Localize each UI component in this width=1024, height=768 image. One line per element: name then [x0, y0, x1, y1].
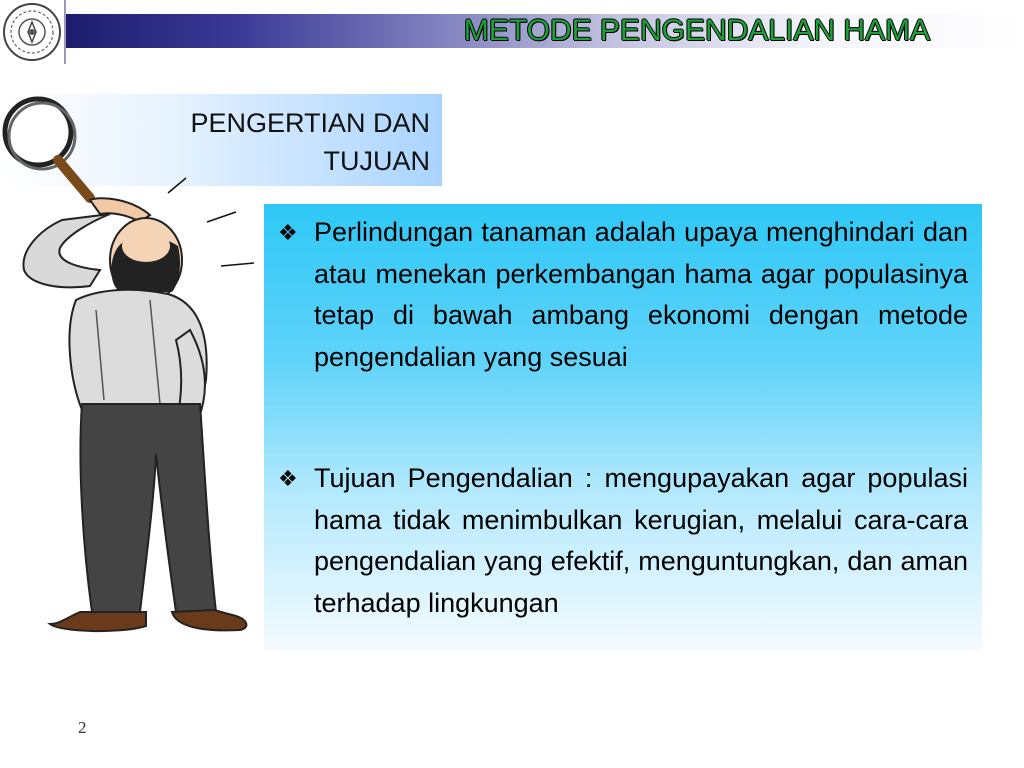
logo — [0, 0, 64, 64]
content-box — [264, 204, 982, 650]
diamond-bullet-icon: ❖ — [278, 466, 298, 491]
university-seal-icon — [0, 0, 64, 64]
thinking-man-magnifier-icon — [0, 95, 270, 640]
slide-title: METODE PENGENDALIAN HAMA — [463, 14, 930, 47]
page-number: 2 — [78, 718, 87, 737]
bullet-item — [278, 212, 968, 378]
header-bar — [0, 0, 1024, 64]
header-divider — [64, 0, 66, 64]
subtitle-line-1: PENGERTIAN DAN — [190, 108, 430, 138]
diamond-bullet-icon: ❖ — [278, 220, 298, 245]
subtitle-line-2: TUJUAN — [323, 146, 430, 176]
bullet-text: Tujuan Pengendalian : mengupayakan agar populasi hama tidak menimbulkan kerugian, melalui cara-cara pengendalian yang efektif, menguntungkan, dan aman terhadap lingkungan — [314, 463, 968, 618]
bullet-item — [278, 458, 968, 624]
bullet-text: Perlindungan tanaman adalah upaya menghindari dan atau menekan perkembangan hama agar populasinya tetap di bawah ambang ekonomi dengan metode pengendalian yang sesuai — [314, 217, 968, 372]
